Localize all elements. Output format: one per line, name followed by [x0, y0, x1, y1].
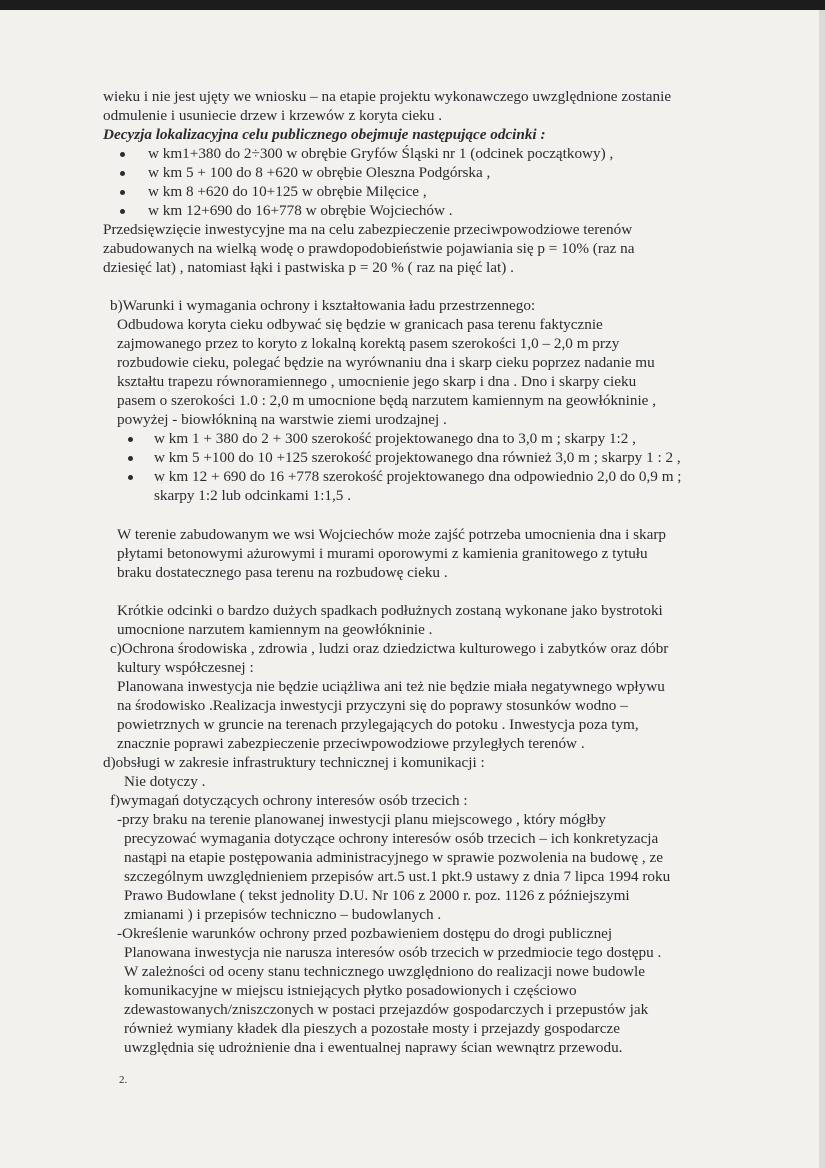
- bullet-icon: [128, 475, 133, 480]
- text-line: zajmowanego przez to koryto z lokalną korektą pasem szerokości 1,0 – 2,0 m przy: [117, 335, 620, 352]
- list-item: w km 5 + 100 do 8 +620 w obrębie Oleszna Podgórska ,: [148, 164, 491, 181]
- text-line: -Określenie warunków ochrony przed pozbawieniem dostępu do drogi publicznej: [117, 925, 613, 942]
- text-line: zdewastowanych/zniszczonych w postaci przejazdów gospodarczych i przepustów jak: [124, 1001, 649, 1018]
- text-line: Prawo Budowlane ( tekst jednolity D.U. Nr 106 z 2000 r. poz. 1126 z późniejszymi: [124, 887, 630, 904]
- list-item: w km1+380 do 2÷300 w obrębie Gryfów Śląski nr 1 (odcinek początkowy) ,: [148, 145, 614, 162]
- section-heading-f: f)wymagań dotyczących ochrony interesów osób trzecich :: [110, 792, 468, 809]
- text-line: nastąpi na etapie postępowania administracyjnego w sprawie pozwolenia na budowę , ze: [124, 849, 663, 866]
- bullet-icon: [120, 209, 125, 214]
- text-line: powietrznych w gruncie na terenach przylegających do potoku . Inwestycja poza tym,: [117, 716, 639, 733]
- bullet-icon: [128, 437, 133, 442]
- text-line: W terenie zabudowanym we wsi Wojciechów może zajść potrzeba umocnienia dna i skarp: [117, 526, 666, 543]
- list-item: w km 8 +620 do 10+125 w obrębie Milęcice ,: [148, 183, 427, 200]
- text-line: umocnione narzutem kamiennym na geowłókninie .: [117, 621, 433, 638]
- section-heading-b: b)Warunki i wymagania ochrony i kształtowania ładu przestrzennego:: [110, 297, 536, 314]
- text-line: na środowisko .Realizacja inwestycji przyczyni się do poprawy stosunków wodno –: [117, 697, 628, 714]
- text-line: Przedsięwzięcie inwestycyjne ma na celu zabezpieczenie przeciwpowodziowe terenów: [103, 221, 633, 238]
- text-line: Planowana inwestycja nie narusza interesów osób trzecich w przedmiocie tego dostępu .: [124, 944, 662, 961]
- text-line: powyżej - biowłókniną na warstwie ziemi urodzajnej .: [117, 411, 447, 428]
- section-heading-c-continuation: kultury współczesnej :: [117, 659, 254, 676]
- text-line: zabudowanych na wielką wodę o prawdopodobieństwie pojawiania się p = 10% (raz na: [103, 240, 635, 257]
- text-line: Odbudowa koryta cieku odbywać się będzie w granicach pasa terenu faktycznie: [117, 316, 603, 333]
- text-line: precyzować wymagania dotyczące ochrony interesów osób trzecich – ich konkretyzacja: [124, 830, 659, 847]
- page-number: 2.: [119, 1074, 128, 1086]
- bullet-icon: [120, 190, 125, 195]
- text-line: wieku i nie jest ujęty we wniosku – na etapie projektu wykonawczego uwzględnione zostanie: [103, 88, 672, 105]
- bullet-icon: [120, 152, 125, 157]
- list-item: w km 1 + 380 do 2 + 300 szerokość projektowanego dna to 3,0 m ; skarpy 1:2 ,: [154, 430, 636, 447]
- list-item: w km 12+690 do 16+778 w obrębie Wojciechów .: [148, 202, 453, 219]
- text-line: -przy braku na terenie planowanej inwestycji planu miejscowego , który mógłby: [117, 811, 606, 828]
- text-line: rozbudowie cieku, polegać będzie na wyrównaniu dna i skarp cieku poprzez nadanie mu: [117, 354, 655, 371]
- list-item-continuation: skarpy 1:2 lub odcinkami 1:1,5 .: [154, 487, 351, 504]
- text-line: dziesięć lat) , natomiast łąki i pastwiska p = 20 % ( raz na pięć lat) .: [103, 259, 514, 276]
- text-line: płytami betonowymi ażurowymi i murami oporowymi z kamienia granitowego z tytułu: [117, 545, 648, 562]
- text-line: uwzględnia się udrożnienie dna i ewentualnej naprawy ścian wewnątrz przewodu.: [124, 1039, 623, 1056]
- text-line: W zależności od oceny stanu technicznego uwzględniono do realizacji nowe budowle: [124, 963, 645, 980]
- section-heading-c: c)Ochrona środowiska , zdrowia , ludzi oraz dziedzictwa kulturowego i zabytków oraz dóbr: [110, 640, 669, 657]
- list-item: w km 12 + 690 do 16 +778 szerokość projektowanego dna odpowiednio 2,0 do 0,9 m ;: [154, 468, 682, 485]
- bullet-icon: [128, 456, 133, 461]
- text-line: pasem o szerokości 1.0 : 2,0 m umocnione będą narzutem kamiennym na geowłókninie ,: [117, 392, 657, 409]
- section-heading-d: d)obsługi w zakresie infrastruktury technicznej i komunikacji :: [103, 754, 485, 771]
- text-line: komunikacyjne w miejscu istniejących płytko posadowionych i częściowo: [124, 982, 577, 999]
- text-line: znacznie poprawi zabezpieczenie przeciwpowodziowe przyległych terenów .: [117, 735, 585, 752]
- text-line: również wymiany kładek dla pieszych a pozostałe mosty i przejazdy gospodarcze: [124, 1020, 620, 1037]
- list-item: w km 5 +100 do 10 +125 szerokość projektowanego dna również 3,0 m ; skarpy 1 : 2 ,: [154, 449, 681, 466]
- bullet-icon: [120, 171, 125, 176]
- section-heading-decyzja: Decyzja lokalizacyjna celu publicznego obejmuje następujące odcinki :: [103, 126, 546, 143]
- text-line: szczególnym uwzględnieniem przepisów art.5 ust.1 pkt.9 ustawy z dnia 7 lipca 1994 roku: [124, 868, 671, 885]
- text-line: Nie dotyczy .: [124, 773, 206, 790]
- text-line: odmulenie i usuniecie drzew i krzewów z koryta cieku .: [103, 107, 443, 124]
- text-line: Planowana inwestycja nie będzie uciążliwa ani też nie będzie miała negatywnego wpływu: [117, 678, 665, 695]
- text-line: Krótkie odcinki o bardzo dużych spadkach podłużnych zostaną wykonane jako bystrotoki: [117, 602, 663, 619]
- text-line: kształtu trapezu równoramiennego , umocnienie jego skarp i dna . Dno i skarpy cieku: [117, 373, 637, 390]
- text-line: braku dostatecznego pasa terenu na rozbudowę cieku .: [117, 564, 448, 581]
- text-line: zmianami ) i przepisów techniczno – budowlanych .: [124, 906, 442, 923]
